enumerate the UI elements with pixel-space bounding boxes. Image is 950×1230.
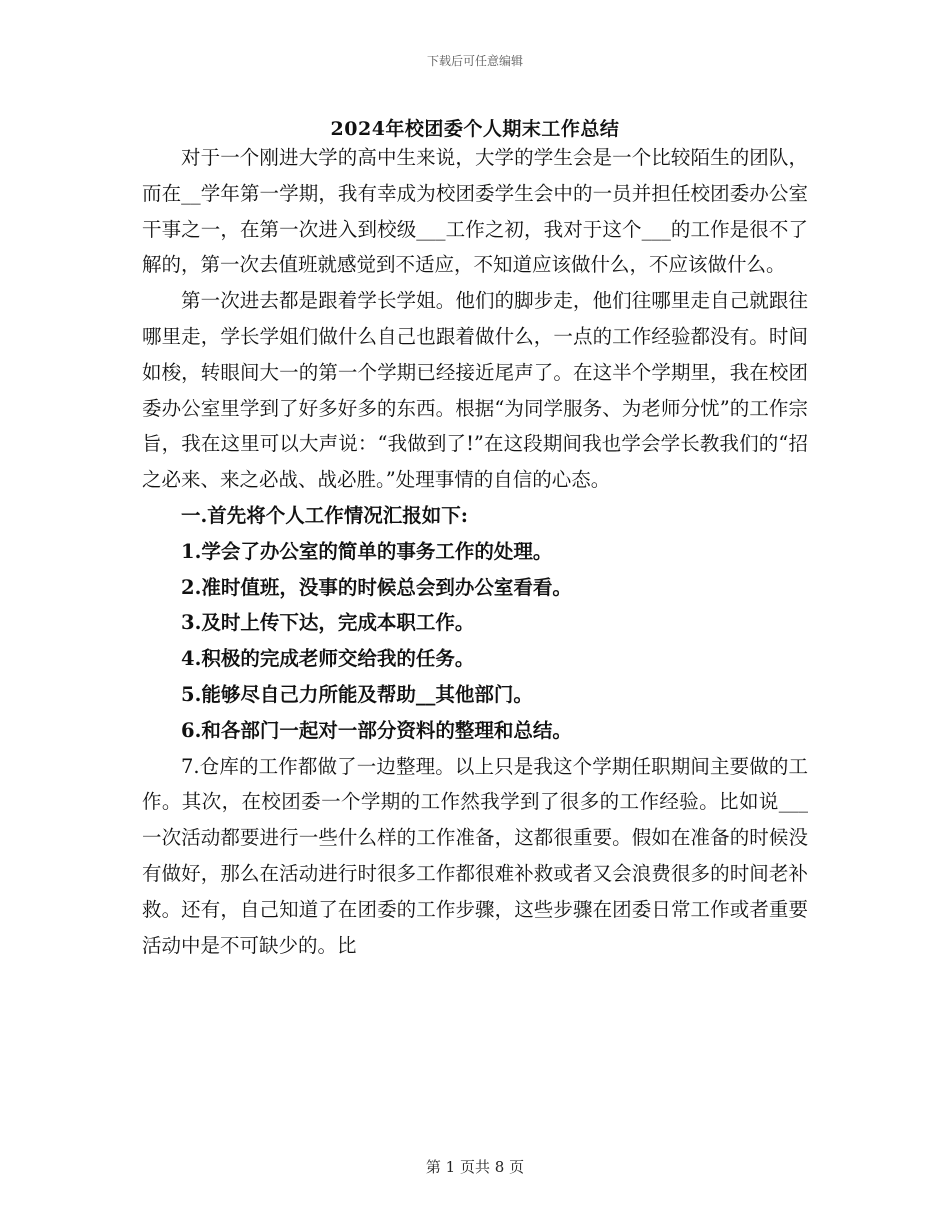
page-number: 第 1 页共 8 页 <box>425 1158 525 1176</box>
paragraph-intro: 对于一个刚进大学的高中生来说，大学的学生会是一个比较陌生的团队，而在__学年第一学期，我有幸成为校团委学生会中的一员并担任校团委办公室干事之一，在第一次进入到校级___工作之初，我对于这个___的工作是很不了解的，第一次去值班就感觉到不适应，不知道应该做什么，不应该做什么。 <box>142 146 808 277</box>
section-heading: 一.首先将个人工作情况汇报如下: <box>181 503 468 527</box>
list-item: 3.及时上传下达，完成本职工作。 <box>181 611 475 635</box>
paragraph-item-7: 7.仓库的工作都做了一边整理。以上只是我这个学期任职期间主要做的工作。其次，在校团委一个学期的工作然我学到了很多的工作经验。比如说___一次活动都要进行一些什么样的工作准备，这都很重要。假如在准备的时候没有做好，那么在活动进行时很多工作都很难补救或者又会浪费很多的时间老补救。还有，自己知道了在团委的工作步骤，这些步骤在团委日常工作或者重要活动中是不可缺少的。比 <box>142 754 808 957</box>
paragraph-experience: 第一次进去都是跟着学长学姐。他们的脚步走，他们往哪里走自己就跟往哪里走，学长学姐们做什么自己也跟着做什么，一点的工作经验都没有。时间如梭，转眼间大一的第一个学期已经接近尾声了。在这半个学期里，我在校团委办公室里学到了好多好多的东西。根据“为同学服务、为老师分忧”的工作宗旨，我在这里可以大声说：“我做到了!”在这段期间我也学会学长教我们的“招之必来、来之必战、战必胜。”处理事情的自信的心态。 <box>142 289 808 492</box>
list-item: 4.积极的完成老师交给我的任务。 <box>181 647 475 671</box>
list-item: 6.和各部门一起对一部分资料的整理和总结。 <box>181 718 572 742</box>
list-item: 5.能够尽自己力所能及帮助__其他部门。 <box>181 682 533 706</box>
document-title: 2024年校团委个人期末工作总结 <box>330 118 620 140</box>
document-body <box>142 140 808 963</box>
header-note: 下载后可任意编辑 <box>426 54 523 68</box>
list-item: 1.学会了办公室的简单的事务工作的处理。 <box>181 539 553 563</box>
list-item: 2.准时值班，没事的时候总会到办公室看看。 <box>181 575 572 599</box>
